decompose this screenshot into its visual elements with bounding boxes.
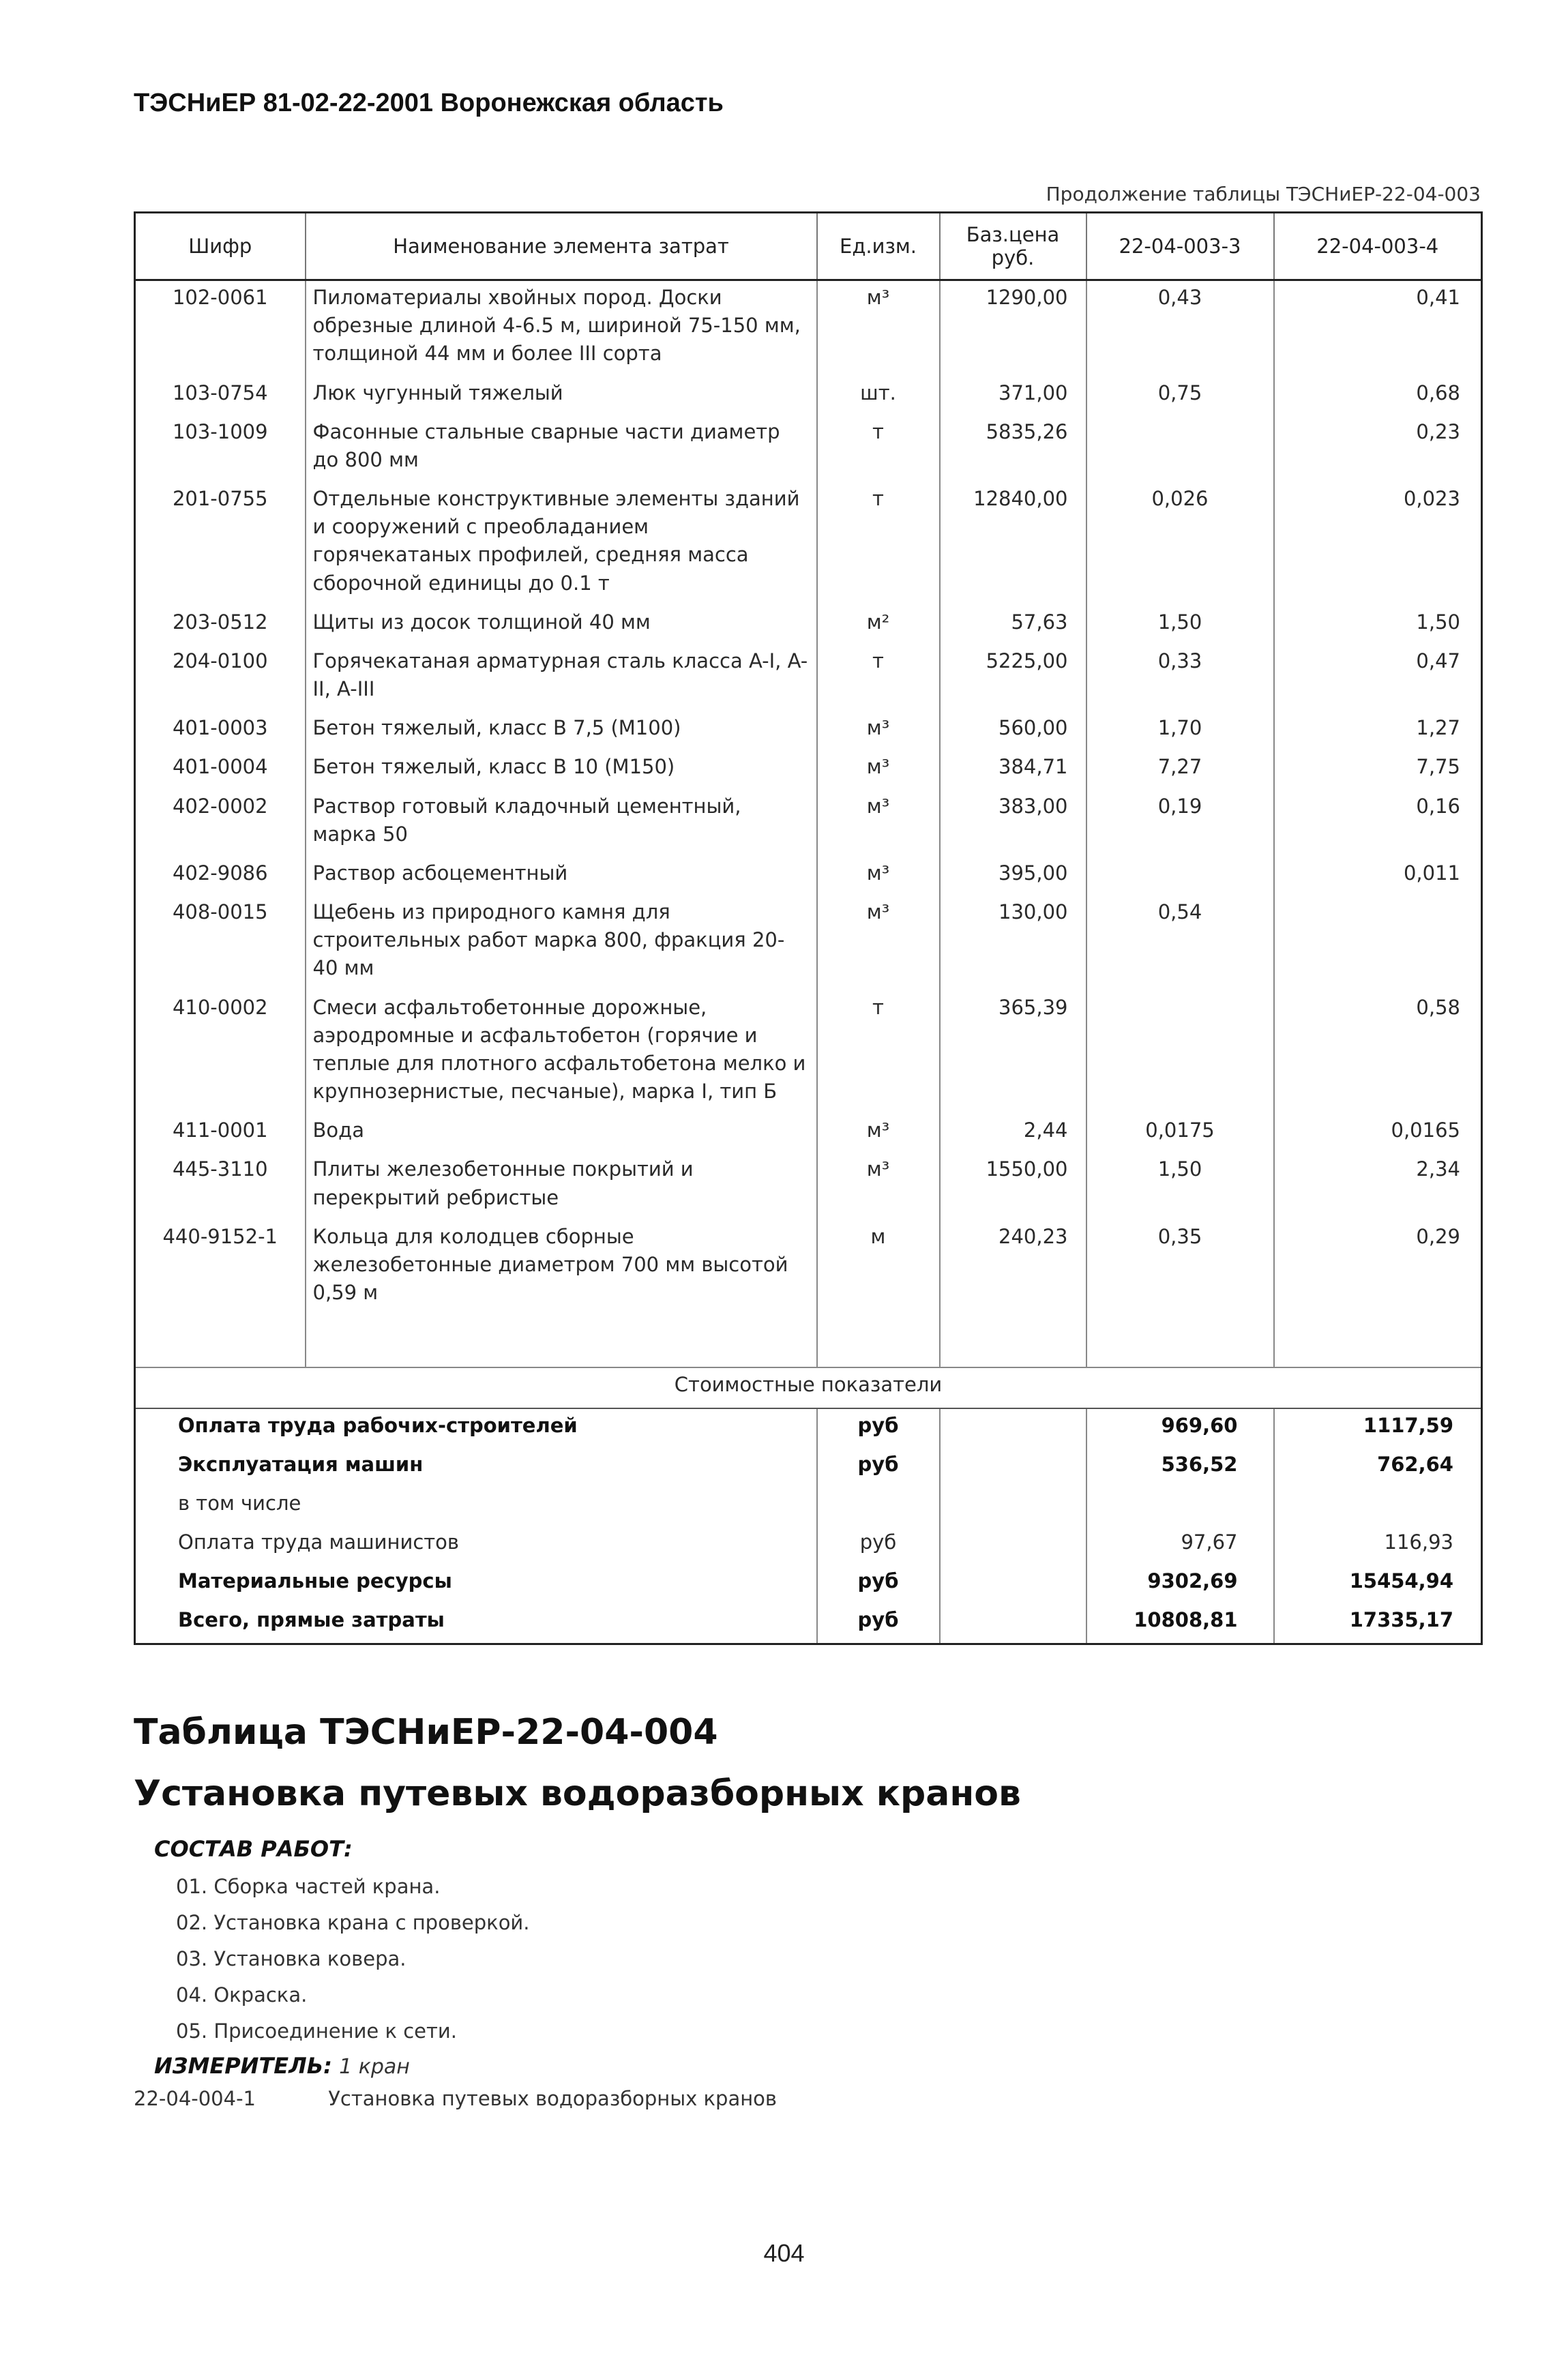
summary-label: Всего, прямые затраты — [135, 1603, 817, 1644]
cell-price: 395,00 — [940, 857, 1086, 895]
work-step: 02. Установка крана с проверкой. — [176, 1911, 530, 1934]
summary-row — [135, 1487, 1482, 1526]
cell-22-04-003-4: 1,50 — [1274, 606, 1482, 645]
cell-name: Отдельные конструктивные элементы зданий и сооружений с преобладанием горячекатаных профилей, средняя масса сборочной единицы до 0.1 т — [306, 482, 817, 606]
cell-22-04-003-4: 2,34 — [1274, 1153, 1482, 1219]
work-steps-list — [176, 1869, 530, 2049]
cell-22-04-003-3: 0,19 — [1086, 790, 1274, 857]
summary-label: в том числе — [135, 1487, 817, 1526]
cell-name: Вода — [306, 1114, 817, 1153]
summary-row — [135, 1448, 1482, 1487]
table-row — [135, 280, 1482, 376]
table-row — [135, 415, 1482, 482]
cell-22-04-003-4: 0,16 — [1274, 790, 1482, 857]
summary-22-04-003-4: 116,93 — [1274, 1526, 1482, 1565]
summary-unit: руб — [817, 1526, 940, 1565]
cell-unit: м³ — [817, 1114, 940, 1153]
cell-22-04-003-3: 0,33 — [1086, 645, 1274, 711]
cell-22-04-003-4: 0,29 — [1274, 1220, 1482, 1316]
summary-row — [135, 1526, 1482, 1565]
cell-unit: т — [817, 991, 940, 1114]
cell-code: 203-0512 — [135, 606, 306, 645]
cell-price: 12840,00 — [940, 482, 1086, 606]
summary-22-04-003-3: 9302,69 — [1086, 1565, 1274, 1603]
norm-code-row — [134, 2087, 777, 2110]
cell-22-04-003-3 — [1086, 991, 1274, 1114]
cell-name: Раствор асбоцементный — [306, 857, 817, 895]
cell-price: 1550,00 — [940, 1153, 1086, 1219]
table-header-row — [135, 213, 1482, 280]
col-header-price: Баз.цена руб. — [940, 213, 1086, 280]
cell-22-04-003-3: 0,43 — [1086, 280, 1274, 376]
summary-label: Материальные ресурсы — [135, 1565, 817, 1603]
summary-unit: руб — [817, 1603, 940, 1644]
cell-code: 201-0755 — [135, 482, 306, 606]
cell-price: 5835,26 — [940, 415, 1086, 482]
measure-label: ИЗМЕРИТЕЛЬ: — [154, 2053, 332, 2079]
col-header-22-04-003-3: 22-04-003-3 — [1086, 213, 1274, 280]
table-row — [135, 1153, 1482, 1219]
spacer-cell — [135, 1315, 306, 1367]
summary-empty — [940, 1603, 1086, 1644]
cell-22-04-003-3: 0,54 — [1086, 895, 1274, 991]
table-row — [135, 790, 1482, 857]
cell-22-04-003-4: 0,47 — [1274, 645, 1482, 711]
spacer-cell — [306, 1315, 817, 1367]
work-step: 03. Установка ковера. — [176, 1947, 406, 1970]
summary-unit: руб — [817, 1448, 940, 1487]
cell-unit: м² — [817, 606, 940, 645]
cell-name: Горячекатаная арматурная сталь класса A-I, A-II, A-III — [306, 645, 817, 711]
col-header-22-04-003-4: 22-04-003-4 — [1274, 213, 1482, 280]
cell-price: 130,00 — [940, 895, 1086, 991]
summary-unit: руб — [817, 1408, 940, 1448]
table-row — [135, 895, 1482, 991]
cell-price: 384,71 — [940, 750, 1086, 789]
summary-label: Оплата труда машинистов — [135, 1526, 817, 1565]
spacer-row — [135, 1315, 1482, 1367]
table-row — [135, 606, 1482, 645]
cell-name: Щебень из природного камня для строительных работ марка 800, фракция 20-40 мм — [306, 895, 817, 991]
table-row — [135, 376, 1482, 415]
cell-name: Пиломатериалы хвойных пород. Доски обрезные длиной 4-6.5 м, шириной 75-150 мм, толщиной 44 мм и более III сорта — [306, 280, 817, 376]
page-number: 404 — [763, 2239, 805, 2267]
cell-name: Бетон тяжелый, класс В 7,5 (М100) — [306, 711, 817, 750]
cell-unit: м³ — [817, 711, 940, 750]
cell-unit: м — [817, 1220, 940, 1316]
cell-22-04-003-3: 0,35 — [1086, 1220, 1274, 1316]
summary-22-04-003-3 — [1086, 1487, 1274, 1526]
cell-code: 410-0002 — [135, 991, 306, 1114]
cell-price: 383,00 — [940, 790, 1086, 857]
cell-22-04-003-3 — [1086, 857, 1274, 895]
cell-22-04-003-3: 1,50 — [1086, 1153, 1274, 1219]
summary-row — [135, 1603, 1482, 1644]
work-step: 05. Присоединение к сети. — [176, 2019, 457, 2043]
summary-22-04-003-3: 97,67 — [1086, 1526, 1274, 1565]
cell-22-04-003-3: 0,75 — [1086, 376, 1274, 415]
cell-code: 402-0002 — [135, 790, 306, 857]
cell-22-04-003-4: 1,27 — [1274, 711, 1482, 750]
cell-name: Раствор готовый кладочный цементный, марка 50 — [306, 790, 817, 857]
spacer-cell — [817, 1315, 940, 1367]
cell-22-04-003-4: 0,41 — [1274, 280, 1482, 376]
summary-row — [135, 1408, 1482, 1448]
cell-unit: м³ — [817, 1153, 940, 1219]
summary-row — [135, 1565, 1482, 1603]
cell-22-04-003-4: 0,0165 — [1274, 1114, 1482, 1153]
summary-22-04-003-3: 536,52 — [1086, 1448, 1274, 1487]
cell-22-04-003-4: 7,75 — [1274, 750, 1482, 789]
table-row — [135, 991, 1482, 1114]
cell-name: Щиты из досок толщиной 40 мм — [306, 606, 817, 645]
cell-name: Кольца для колодцев сборные железобетонные диаметром 700 мм высотой 0,59 м — [306, 1220, 817, 1316]
cost-indicators-title: Стоимостные показатели — [135, 1367, 1482, 1408]
cell-code: 401-0004 — [135, 750, 306, 789]
summary-empty — [940, 1565, 1086, 1603]
cell-price: 365,39 — [940, 991, 1086, 1114]
cell-code: 103-0754 — [135, 376, 306, 415]
table-row — [135, 750, 1482, 789]
summary-empty — [940, 1408, 1086, 1448]
table-body — [135, 280, 1482, 1644]
summary-unit: руб — [817, 1565, 940, 1603]
cell-unit: м³ — [817, 750, 940, 789]
work-step: 04. Окраска. — [176, 1983, 308, 2006]
cell-22-04-003-3: 0,026 — [1086, 482, 1274, 606]
cell-code: 401-0003 — [135, 711, 306, 750]
table-row — [135, 1114, 1482, 1153]
work-step: 01. Сборка частей крана. — [176, 1875, 441, 1898]
document-header: ТЭСНиЕР 81-02-22-2001 Воронежская область — [134, 89, 724, 117]
spacer-cell — [1086, 1315, 1274, 1367]
cell-code: 408-0015 — [135, 895, 306, 991]
cell-22-04-003-4: 0,68 — [1274, 376, 1482, 415]
table2-subtitle: Установка путевых водоразборных кранов — [134, 1773, 1021, 1814]
summary-empty — [940, 1487, 1086, 1526]
summary-22-04-003-4: 1117,59 — [1274, 1408, 1482, 1448]
table-row — [135, 645, 1482, 711]
cell-name: Смеси асфальтобетонные дорожные, аэродромные и асфальтобетон (горячие и теплые для плотного асфальтобетона мелко и крупнозернистые, песчаные), марка I, тип Б — [306, 991, 817, 1114]
col-header-code: Шифр — [135, 213, 306, 280]
table-continuation-note: Продолжение таблицы ТЭСНиЕР-22-04-003 — [1046, 183, 1481, 205]
cell-22-04-003-4: 0,23 — [1274, 415, 1482, 482]
cell-unit: м³ — [817, 280, 940, 376]
measure-value: 1 кран — [339, 2055, 410, 2079]
table-row — [135, 711, 1482, 750]
cell-unit: м³ — [817, 895, 940, 991]
spacer-cell — [1274, 1315, 1482, 1367]
cell-code: 402-9086 — [135, 857, 306, 895]
cell-code: 411-0001 — [135, 1114, 306, 1153]
summary-22-04-003-4 — [1274, 1487, 1482, 1526]
norm-description: Установка путевых водоразборных кранов — [328, 2087, 778, 2110]
cost-title-row — [135, 1367, 1482, 1408]
cell-unit: т — [817, 645, 940, 711]
cell-price: 560,00 — [940, 711, 1086, 750]
cell-22-04-003-3: 0,0175 — [1086, 1114, 1274, 1153]
cell-22-04-003-4: 0,58 — [1274, 991, 1482, 1114]
cell-22-04-003-3: 1,70 — [1086, 711, 1274, 750]
col-header-name: Наименование элемента затрат — [306, 213, 817, 280]
summary-label: Оплата труда рабочих-строителей — [135, 1408, 817, 1448]
cell-name: Люк чугунный тяжелый — [306, 376, 817, 415]
cell-22-04-003-4: 0,011 — [1274, 857, 1482, 895]
summary-empty — [940, 1448, 1086, 1487]
cell-price: 240,23 — [940, 1220, 1086, 1316]
norm-code: 22-04-004-1 — [134, 2087, 256, 2110]
work-composition-label: СОСТАВ РАБОТ: — [154, 1836, 353, 1862]
cell-22-04-003-3 — [1086, 415, 1274, 482]
table2-title: Таблица ТЭСНиЕР-22-04-004 — [134, 1712, 718, 1753]
table-row — [135, 857, 1482, 895]
measure-line — [154, 2053, 410, 2079]
summary-22-04-003-4: 762,64 — [1274, 1448, 1482, 1487]
summary-22-04-003-4: 15454,94 — [1274, 1565, 1482, 1603]
spacer-cell — [940, 1315, 1086, 1367]
summary-empty — [940, 1526, 1086, 1565]
table-row — [135, 482, 1482, 606]
resources-table — [134, 211, 1483, 1645]
cell-price: 5225,00 — [940, 645, 1086, 711]
cell-22-04-003-3: 1,50 — [1086, 606, 1274, 645]
cell-code: 445-3110 — [135, 1153, 306, 1219]
cell-22-04-003-4 — [1274, 895, 1482, 991]
cell-unit: м³ — [817, 857, 940, 895]
cell-price: 371,00 — [940, 376, 1086, 415]
cell-unit: т — [817, 482, 940, 606]
cell-name: Фасонные стальные сварные части диаметр до 800 мм — [306, 415, 817, 482]
cell-code: 102-0061 — [135, 280, 306, 376]
table-row — [135, 1220, 1482, 1316]
col-header-unit: Ед.изм. — [817, 213, 940, 280]
summary-label: Эксплуатация машин — [135, 1448, 817, 1487]
cell-price: 57,63 — [940, 606, 1086, 645]
summary-22-04-003-4: 17335,17 — [1274, 1603, 1482, 1644]
cell-code: 103-1009 — [135, 415, 306, 482]
summary-22-04-003-3: 969,60 — [1086, 1408, 1274, 1448]
summary-unit — [817, 1487, 940, 1526]
summary-22-04-003-3: 10808,81 — [1086, 1603, 1274, 1644]
cell-code: 440-9152-1 — [135, 1220, 306, 1316]
cell-name: Плиты железобетонные покрытий и перекрытий ребристые — [306, 1153, 817, 1219]
cell-unit: шт. — [817, 376, 940, 415]
cell-name: Бетон тяжелый, класс В 10 (М150) — [306, 750, 817, 789]
cell-unit: м³ — [817, 790, 940, 857]
cell-price: 2,44 — [940, 1114, 1086, 1153]
cell-22-04-003-3: 7,27 — [1086, 750, 1274, 789]
cell-unit: т — [817, 415, 940, 482]
cell-price: 1290,00 — [940, 280, 1086, 376]
cell-22-04-003-4: 0,023 — [1274, 482, 1482, 606]
cell-code: 204-0100 — [135, 645, 306, 711]
